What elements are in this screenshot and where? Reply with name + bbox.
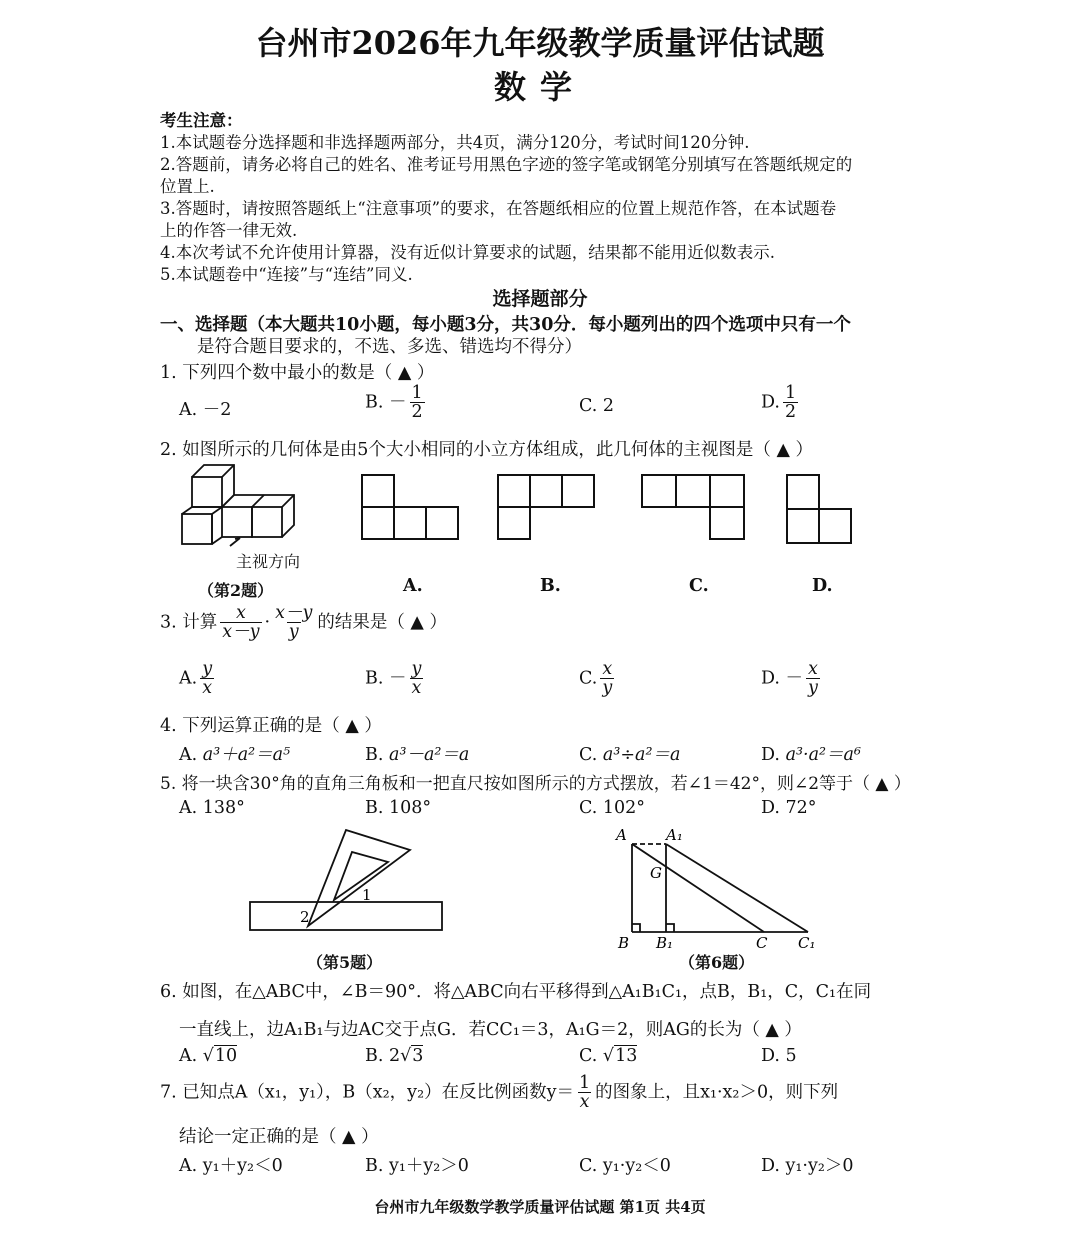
q6-label-a: A xyxy=(616,826,627,844)
q6-stem-line1: 6. 如图，在△ABC中，∠B＝90°．将△ABC向右平移得到△A₁B₁C₁，点B，B₁，C，C₁在同 xyxy=(160,982,872,1002)
q5-angle2-label: 2 xyxy=(300,908,310,926)
q2-view-label: 主视方向 xyxy=(236,552,301,571)
page-footer: 台州市九年级数学教学质量评估试题 第1页 共4页 xyxy=(374,1198,706,1216)
q6-label-c1: C₁ xyxy=(798,934,816,952)
note-line: 4.本次考试不允许使用计算器，没有近似计算要求的试题，结果都不能用近似数表示. xyxy=(160,243,775,262)
q5-angle1-label: 1 xyxy=(362,886,372,904)
q5-figure xyxy=(248,828,448,938)
q2-stem: 2. 如图所示的几何体是由5个大小相同的小立方体组成，此几何体的主视图是（ ▲ ） xyxy=(160,440,813,460)
q2-option-d: D. xyxy=(812,576,833,596)
q6-label-c: C xyxy=(756,934,768,952)
q7-option-b: B. y₁＋y₂＞0 xyxy=(365,1156,469,1176)
note-line: 位置上. xyxy=(160,177,215,196)
note-line: 2.答题前，请务必将自己的姓名、准考证号用黑色字迹的签字笔或钢笔分别填写在答题纸规定的 xyxy=(160,155,853,174)
q5-caption: （第5题） xyxy=(307,953,383,972)
q4-stem: 4. 下列运算正确的是（ ▲ ） xyxy=(160,716,382,736)
q1-stem: 1. 下列四个数中最小的数是（ ▲ ） xyxy=(160,363,435,383)
q6-option-c: C. √13 xyxy=(579,1046,638,1066)
note-line: 3.答题时，请按照答题纸上“注意事项”的要求，在答题纸相应的位置上规范作答，在本试题卷 xyxy=(160,199,837,218)
q7-stem-line1: 7. 已知点A（x₁，y₁），B（x₂，y₂）在反比例函数y＝ $\frac{1}{x}$ 的图象上，且x₁·x₂＞0，则下列 xyxy=(160,1073,839,1113)
q6-figure xyxy=(612,824,832,954)
q6-label-b1: B₁ xyxy=(656,934,674,952)
subject-title: 数学 xyxy=(493,68,586,106)
q2-option-a: A. xyxy=(403,576,423,596)
q3-option-a: A. $\frac{y}{x}$ xyxy=(179,659,213,699)
q2-option-c: C. xyxy=(689,576,709,596)
q2-option-b: B. xyxy=(540,576,561,596)
notes-heading: 考生注意： xyxy=(160,111,243,130)
q5-option-d: D. 72° xyxy=(761,798,817,818)
q1-option-d: D. $\frac{1}{2}$ xyxy=(761,383,797,423)
q1-option-a: A. －2 xyxy=(179,400,232,420)
q6-label-b: B xyxy=(618,934,630,952)
q3-option-c: C. $\frac{x}{y}$ xyxy=(579,659,613,699)
note-line: 1.本试题卷分选择题和非选择题两部分，共4页，满分120分，考试时间120分钟. xyxy=(160,133,750,152)
q5-option-c: C. 102° xyxy=(579,798,646,818)
q5-option-b: B. 108° xyxy=(365,798,432,818)
q4-option-c: C. a³÷a²＝a xyxy=(579,745,681,765)
q6-stem-line2: 一直线上，边A₁B₁与边AC交于点G．若CC₁＝3，A₁G＝2，则AG的长为（ ▲ ） xyxy=(179,1020,802,1040)
q3-option-d: D. － $\frac{x}{y}$ xyxy=(761,659,818,699)
part1-instructions: 一、选择题（本大题共10小题，每小题3分，共30分．每小题列出的四个选项中只有一个 xyxy=(160,315,851,335)
q2-caption: （第2题） xyxy=(198,581,274,600)
q2-option-c-figure xyxy=(641,474,749,540)
q1-option-b: B. － $\frac{1}{2}$ xyxy=(365,383,423,423)
q7-stem-line2: 结论一定正确的是（ ▲ ） xyxy=(179,1127,379,1147)
note-line: 上的作答一律无效. xyxy=(160,221,298,240)
q2-option-a-figure xyxy=(361,474,461,540)
q6-option-b: B. 2√3 xyxy=(365,1046,424,1066)
q1-option-c: C. 2 xyxy=(579,396,615,416)
q3-option-b: B. － $\frac{y}{x}$ xyxy=(365,659,422,699)
q6-label-g: G xyxy=(650,864,662,882)
part1-instructions-2: 是符合题目要求的，不选、多选、错选均不得分） xyxy=(197,337,582,357)
q6-label-a1: A₁ xyxy=(666,826,683,844)
q3-stem: 3. 计算 $\frac{x}{x-y}$ · $\frac{x-y}{y}$ 的结果是（ ▲ ） xyxy=(160,603,447,643)
q7-option-c: C. y₁·y₂＜0 xyxy=(579,1156,671,1176)
q4-option-b: B. a³－a²＝a xyxy=(365,745,470,765)
q4-option-a: A. a³＋a²＝a⁵ xyxy=(179,745,291,765)
q6-caption: （第6题） xyxy=(679,953,755,972)
q6-option-d: D. 5 xyxy=(761,1046,797,1066)
q2-option-d-figure xyxy=(786,474,856,544)
q4-option-d: D. a³·a²＝a⁶ xyxy=(761,745,861,765)
q6-option-a: A. √10 xyxy=(179,1046,238,1066)
q5-stem: 5. 将一块含30°角的直角三角板和一把直尺按如图所示的方式摆放，若∠1＝42°，则∠2等于（ ▲ ） xyxy=(160,774,911,794)
q5-option-a: A. 138° xyxy=(179,798,245,818)
exam-title: 台州市2026年九年级教学质量评估试题 xyxy=(255,24,825,62)
q7-option-d: D. y₁·y₂＞0 xyxy=(761,1156,854,1176)
note-line: 5.本试题卷中“连接”与“连结”同义. xyxy=(160,265,413,284)
q7-option-a: A. y₁＋y₂＜0 xyxy=(179,1156,283,1176)
q2-option-b-figure xyxy=(497,474,597,540)
section-title: 选择题部分 xyxy=(492,288,588,310)
